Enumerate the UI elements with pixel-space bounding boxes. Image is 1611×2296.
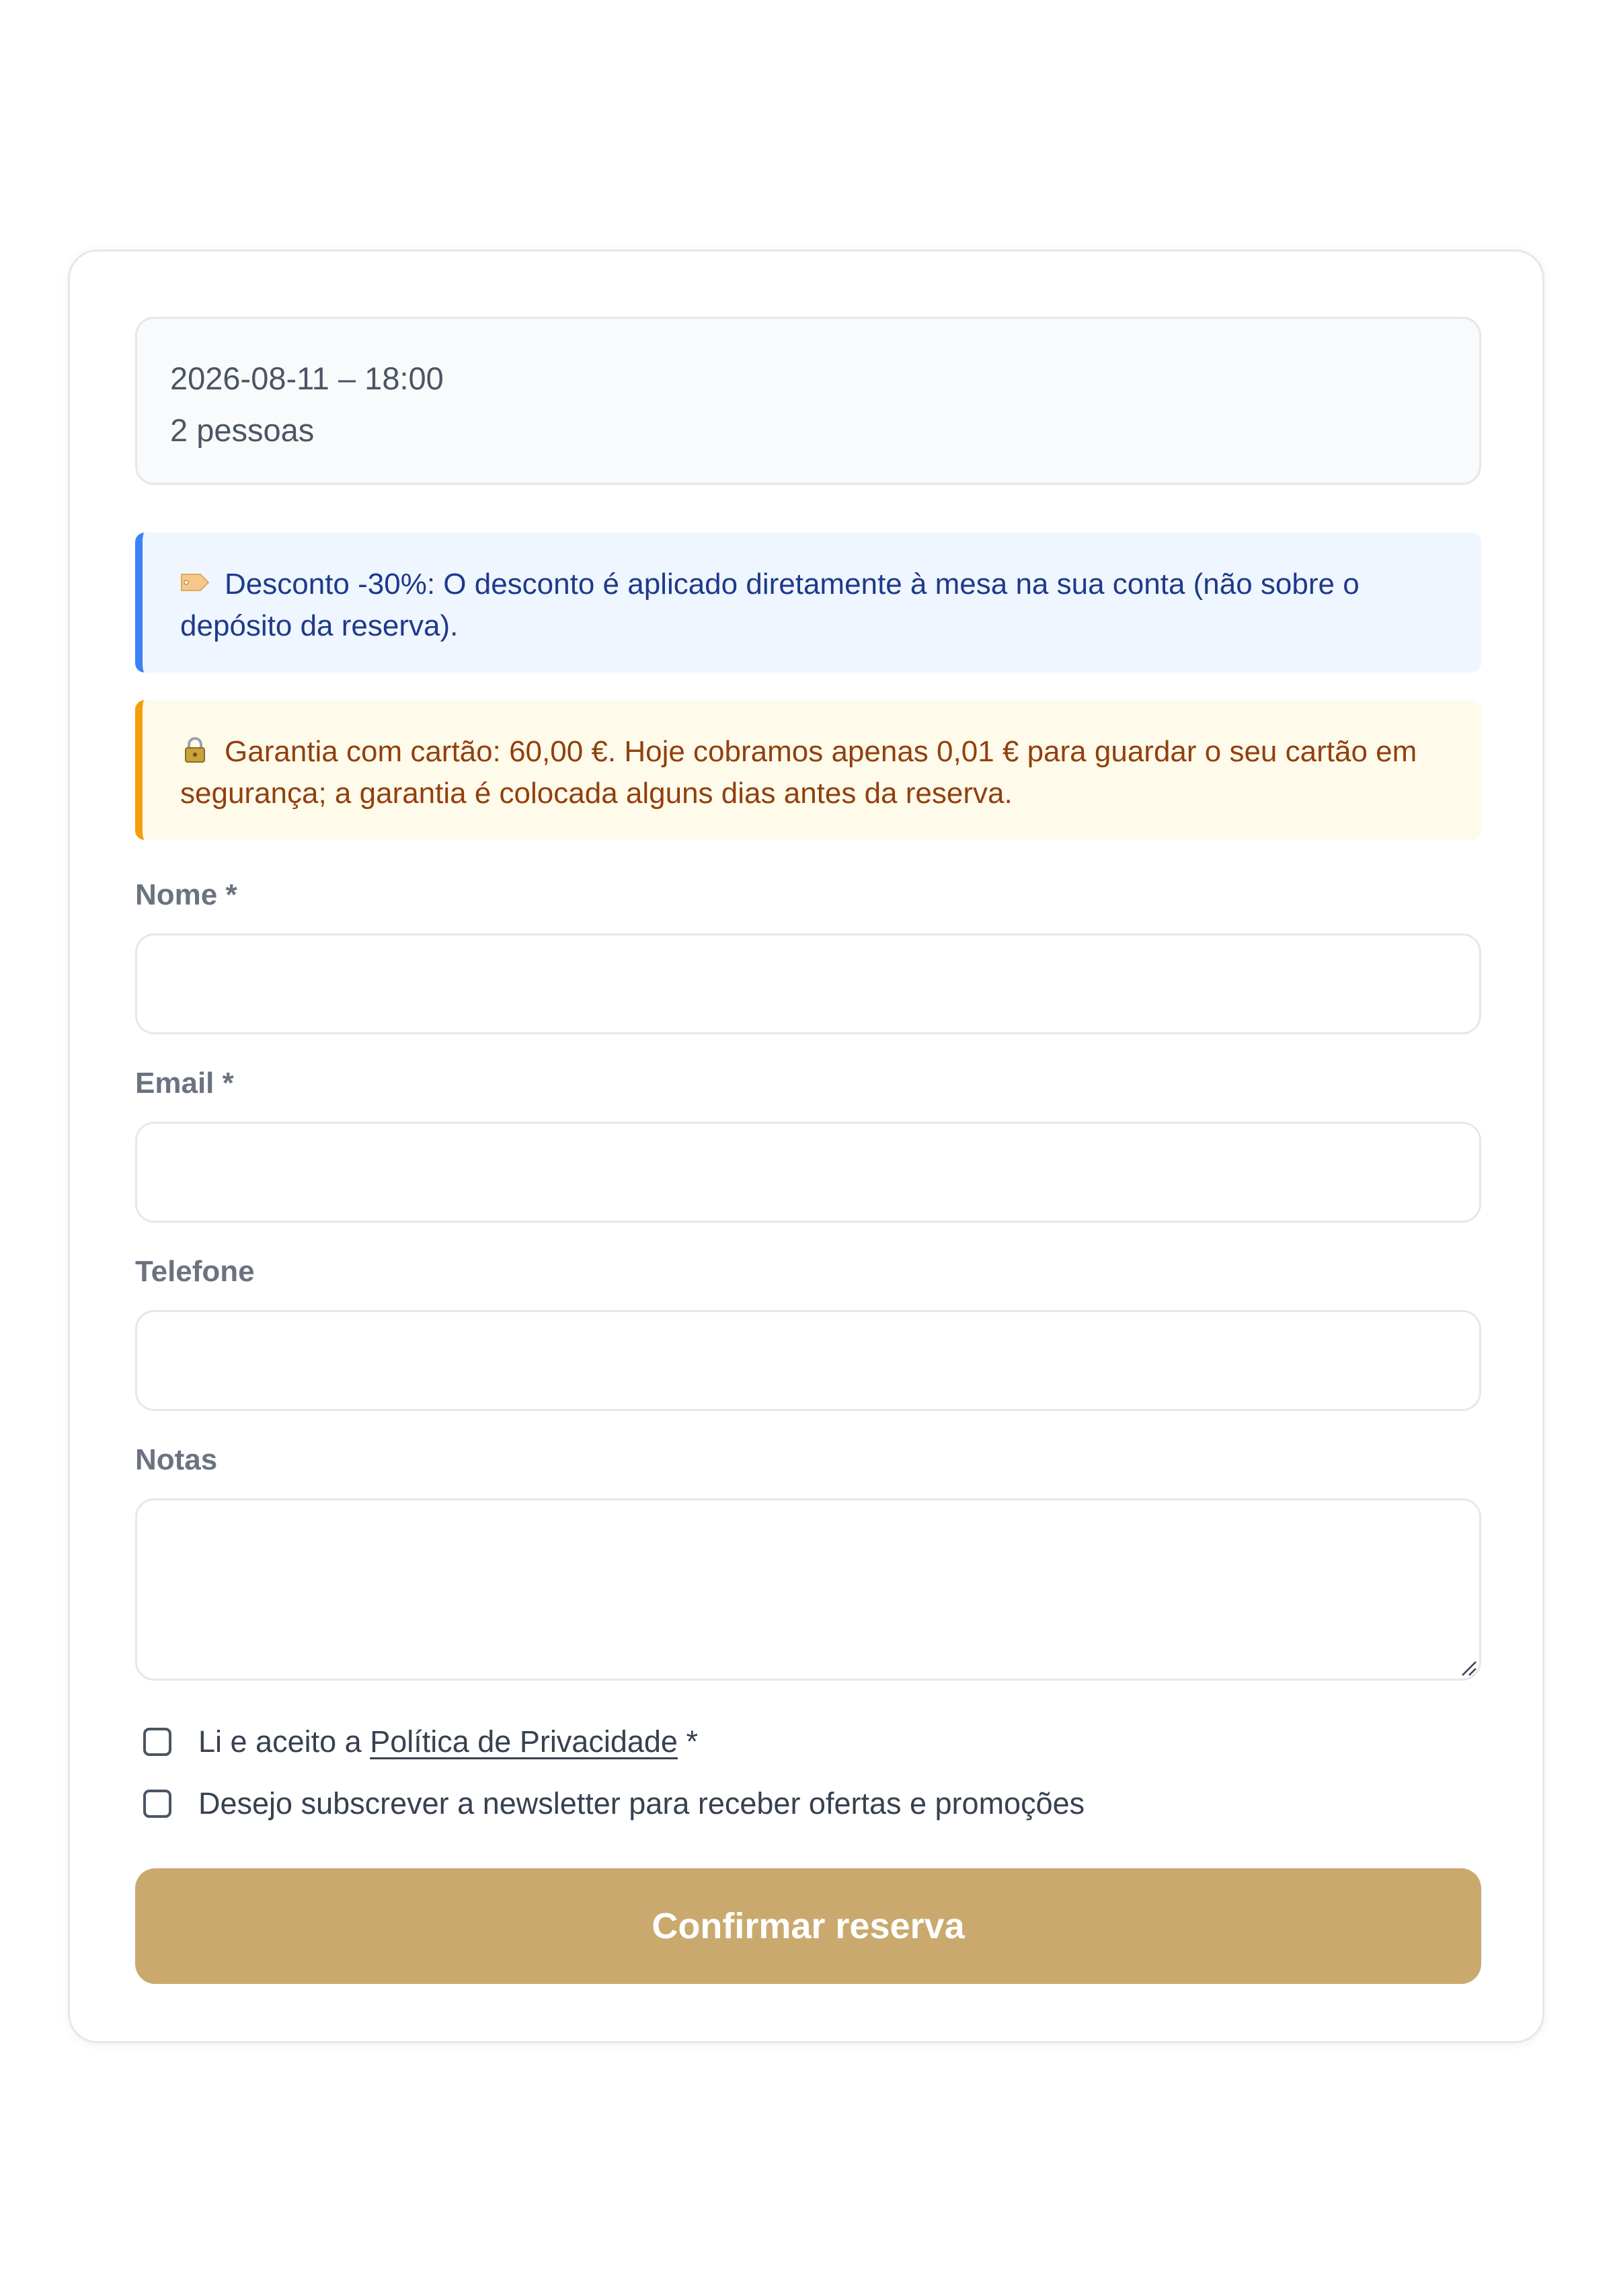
price-tag-icon — [180, 569, 210, 596]
email-label: Email * — [135, 1067, 234, 1100]
phone-input[interactable] — [135, 1310, 1481, 1411]
discount-notice-text: Desconto -30%: O desconto é aplicado diretamente à mesa na sua conta (não sobre o depósito da reserva). — [180, 568, 1360, 642]
newsletter-consent-text: Desejo subscrever a newsletter para receber ofertas e promoções — [198, 1786, 1085, 1821]
newsletter-checkbox[interactable] — [143, 1790, 171, 1818]
resize-handle-icon[interactable] — [1460, 1659, 1477, 1677]
booking-guests: 2 pessoas — [170, 412, 315, 448]
confirm-booking-button[interactable]: Confirmar reserva — [135, 1868, 1481, 1984]
privacy-consent-row[interactable] — [143, 1722, 698, 1762]
padlock-icon — [180, 736, 210, 763]
booking-summary — [135, 317, 1481, 485]
booking-datetime: 2026-08-11 – 18:00 — [170, 360, 444, 396]
booking-form-card — [68, 250, 1544, 2043]
privacy-required-mark: * — [686, 1724, 698, 1759]
name-label: Nome * — [135, 878, 237, 911]
email-input[interactable] — [135, 1122, 1481, 1223]
guarantee-notice — [135, 700, 1481, 840]
notes-textarea[interactable] — [135, 1498, 1481, 1681]
discount-notice — [135, 533, 1481, 673]
newsletter-consent-row[interactable] — [143, 1784, 1085, 1824]
guarantee-notice-text: Garantia com cartão: 60,00 €. Hoje cobramos apenas 0,01 € para guardar o seu cartão em segurança; a garantia é colocada alguns dias antes da reserva. — [180, 735, 1417, 810]
phone-label: Telefone — [135, 1255, 255, 1288]
notes-label: Notas — [135, 1443, 218, 1476]
name-input[interactable] — [135, 933, 1481, 1034]
privacy-prefix: Li e aceito a — [198, 1724, 362, 1759]
privacy-checkbox[interactable] — [143, 1728, 171, 1756]
privacy-consent-text — [198, 1724, 698, 1759]
privacy-policy-link[interactable]: Política de Privacidade — [370, 1724, 678, 1759]
notes-wrapper — [135, 1498, 1481, 1681]
